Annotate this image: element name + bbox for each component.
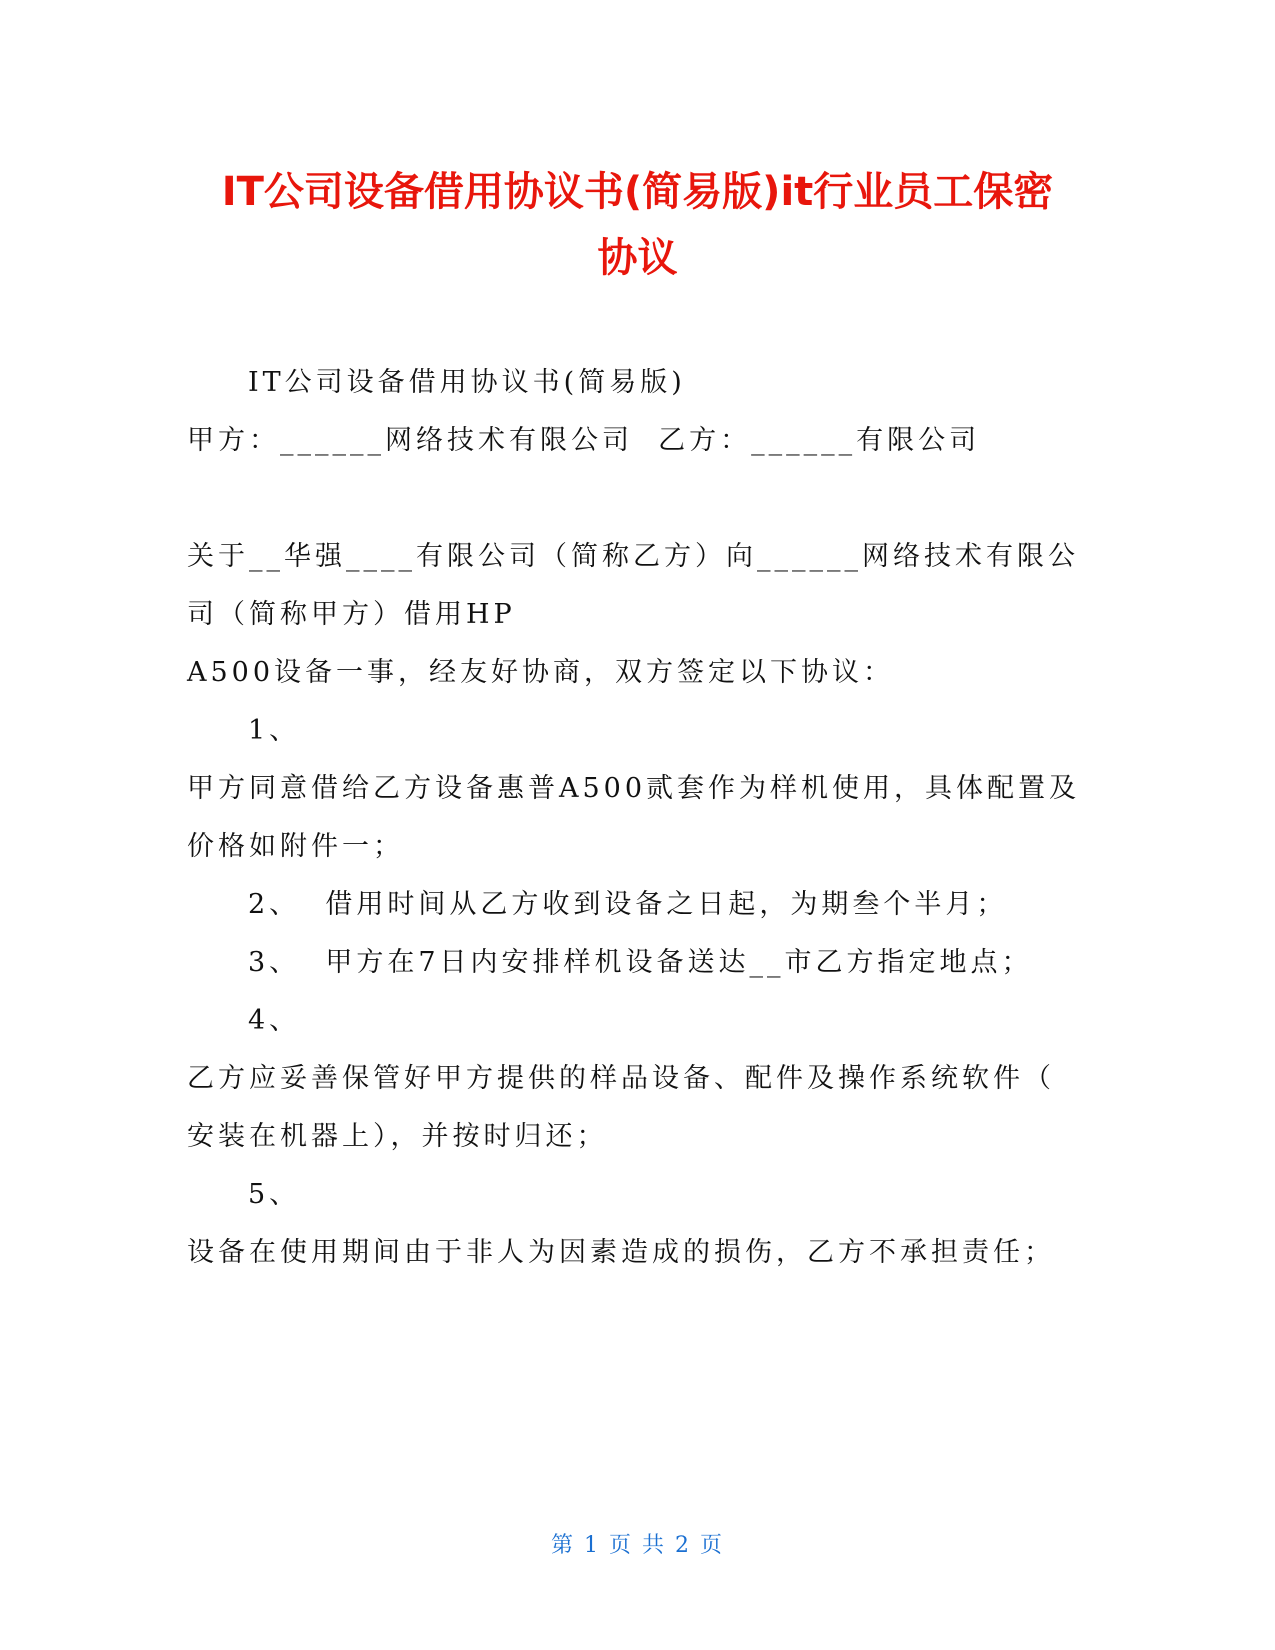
intro-line-3: A500设备一事，经友好协商，双方签定以下协议：: [187, 657, 895, 688]
clause-2: 2、 借用时间从乙方收到设备之日起，为期叁个半月；: [248, 889, 1008, 920]
parties-line: 甲方：______网络技术有限公司 乙方：______有限公司: [187, 425, 981, 456]
document-title-line-1: IT公司设备借用协议书(简易版)it行业员工保密: [221, 169, 1054, 215]
clause-1-number: 1、: [248, 715, 301, 746]
clause-1-text-2: 价格如附件一；: [187, 831, 404, 862]
clause-5-number: 5、: [248, 1179, 301, 1210]
intro-line-2: 司（简称甲方）借用HP: [187, 599, 516, 630]
clause-1-text-1: 甲方同意借给乙方设备惠普A500贰套作为样机使用，具体配置及: [187, 773, 1081, 804]
clause-4-text-2: 安装在机器上），并按时归还；: [187, 1121, 608, 1152]
clause-4-number: 4、: [248, 1005, 301, 1036]
intro-line-1: 关于__华强____有限公司（简称乙方）向______网络技术有限公: [187, 541, 1079, 572]
subtitle: IT公司设备借用协议书(简易版): [248, 367, 686, 398]
clause-4-text-1: 乙方应妥善保管好甲方提供的样品设备、配件及操作系统软件（: [187, 1063, 1055, 1094]
document-title-line-2: 协议: [597, 235, 678, 281]
clause-3: 3、 甲方在7日内安排样机设备送达__市乙方指定地点；: [248, 947, 1033, 978]
page-number-footer: 第 1 页 共 2 页: [551, 1533, 724, 1558]
clause-5-text: 设备在使用期间由于非人为因素造成的损伤，乙方不承担责任；: [187, 1237, 1055, 1268]
